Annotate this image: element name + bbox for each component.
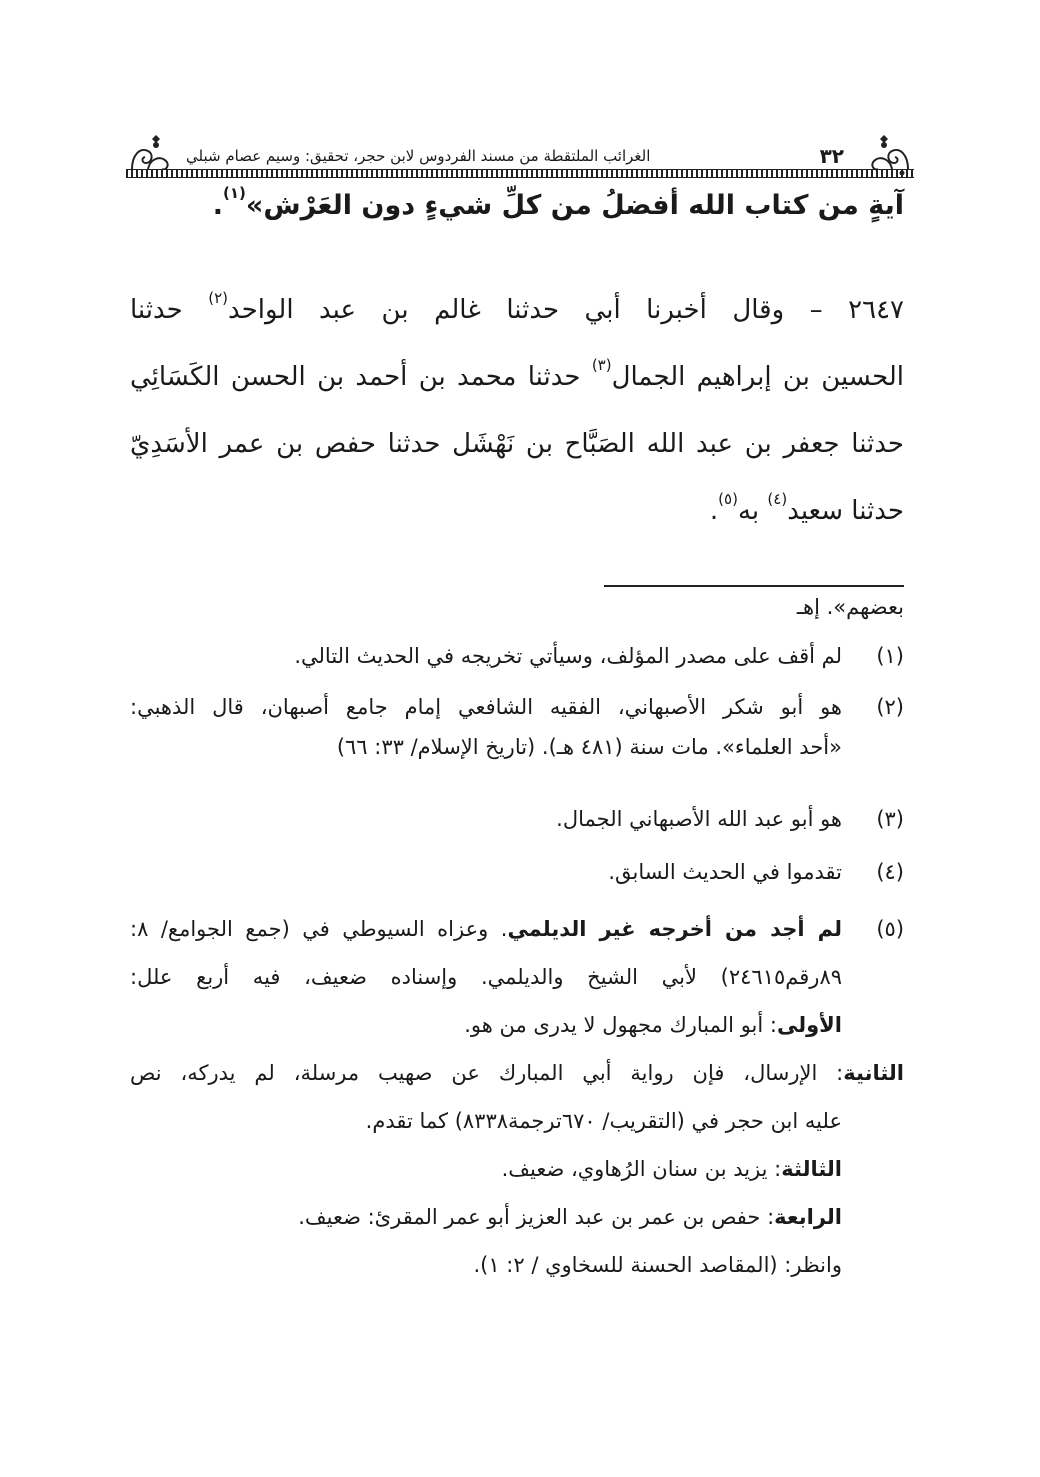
- footnote-5-text-g: : حفص بن عمر بن عبد العزيز أبو عمر المقرئ: ضعيف.: [298, 1205, 775, 1229]
- footnote-5-text-h: وانظر: (المقاصد الحسنة للسخاوي / ٢: ١).: [473, 1253, 842, 1277]
- footnote-2-text-b: «أحد العلماء». مات سنة (٤٨١ هـ). (تاريخ الإسلام/ ٣٣: ٦٦): [336, 735, 842, 759]
- main-line-5-a: حدثنا سعيد: [787, 496, 904, 526]
- footnote-3: [556, 807, 904, 831]
- footnote-5-text-c: : أبو المبارك مجهول لا يدرى من هو.: [464, 1013, 777, 1037]
- footnote-5-line-6: [502, 1157, 904, 1181]
- footnote-ref-4: (٤): [767, 490, 788, 508]
- footnote-ref-5: (٥): [718, 490, 738, 508]
- footnote-carryover-text: بعضهم». إهـ: [796, 595, 904, 619]
- footnote-5-line-7: [298, 1205, 904, 1229]
- right-ornament-icon: [866, 133, 914, 183]
- footnote-1-number: (١): [876, 644, 904, 668]
- footnote-separator: [604, 585, 904, 587]
- footnote-4-text: تقدموا في الحديث السابق.: [608, 860, 842, 884]
- main-line-5-b: به: [737, 496, 768, 526]
- footnote-5-line-2: [130, 965, 904, 989]
- footnote-1-text: لم أقف على مصدر المؤلف، وسيأتي تخريجه في الحديث التالي.: [294, 644, 842, 668]
- footnote-5-line-4: [130, 1061, 904, 1085]
- footnote-3-text: هو أبو عبد الله الأصبهاني الجمال.: [556, 807, 842, 831]
- main-line-3: [130, 356, 904, 392]
- footnote-5-text-a: . وعزاه السيوطي في (جمع الجوامع/ ٨:: [130, 917, 508, 941]
- footnote-5-text-f: : يزيد بن سنان الرُهاوي، ضعيف.: [501, 1157, 782, 1181]
- footnote-5-label-second: الثانية: [843, 1061, 904, 1085]
- footnote-5-text-e: عليه ابن حجر في (التقريب/ ٦٧٠ترجمة٨٣٣٨) كما تقدم.: [365, 1109, 842, 1133]
- main-line-4-text: حدثنا جعفر بن عبد الله الصَبَّاح بن نَهْشَل حدثنا حفص بن عمر الأسَدِيّ: [130, 429, 904, 459]
- main-line-3-a: الحسين بن إبراهيم الجمال: [611, 362, 904, 392]
- footnote-ref-1: (١): [223, 184, 246, 202]
- running-header: [126, 133, 914, 183]
- footnote-2-number: (٢): [876, 695, 904, 719]
- main-line-1-text: آيةٍ من كتاب الله أفضلُ من كلِّ شيءٍ دون العَرْش»: [245, 190, 904, 221]
- hadith-intro: ٢٦٤٧ – وقال أخبرنا أبي حدثنا غالم بن عبد الواحد: [228, 295, 904, 325]
- footnote-4-number: (٤): [876, 860, 904, 884]
- footnote-5-line-3: [464, 1013, 904, 1037]
- footnote-5-text-d: : الإرسال، فإن رواية أبي المبارك عن صهيب مرسلة، لم يدركه، نص: [130, 1061, 844, 1085]
- main-line-1-end: .: [212, 190, 224, 221]
- main-line-3-b: حدثنا محمد بن أحمد بن الحسن الكَسَائِي: [130, 362, 592, 392]
- footnote-ref-3: (٣): [591, 356, 612, 374]
- hadith-intro-end: حدثنا: [130, 295, 209, 325]
- footnote-5-text-b: ٨٩رقم٢٤٦١٥) لأبي الشيخ والديلمي. وإسناده ضعيف، فيه أربع علل:: [130, 965, 842, 989]
- main-line-5-end: .: [709, 496, 719, 526]
- footnote-1: [294, 644, 904, 668]
- page-number: ٣٢: [819, 144, 844, 168]
- footnote-carryover: [797, 595, 904, 619]
- main-line-4: [130, 429, 904, 459]
- footnote-2-line-1: [130, 695, 904, 719]
- header-border: [126, 169, 914, 178]
- footnote-2-line-2: [337, 735, 904, 759]
- footnote-ref-2: (٢): [208, 289, 229, 307]
- header-text-row: [186, 143, 844, 169]
- footnote-4: [608, 860, 904, 884]
- footnote-5-label-third: الثالثة: [781, 1157, 842, 1181]
- footnote-2-text-a: هو أبو شكر الأصبهاني، الفقيه الشافعي إمام جامع أصبهان، قال الذهبي:: [130, 695, 842, 719]
- main-line-2: [130, 289, 904, 325]
- footnote-5-number: (٥): [876, 917, 905, 941]
- main-line-5: [709, 490, 904, 526]
- main-line-1: [212, 184, 904, 221]
- footnote-5-line-1: [130, 917, 904, 941]
- footnote-5-line-8: [473, 1253, 904, 1277]
- footnote-5-label-first: الأولى: [776, 1013, 842, 1037]
- footnote-5-line-5: [366, 1109, 904, 1133]
- footnote-5-text-a-bold: لم أجد من أخرجه غير الديلمي: [507, 917, 843, 941]
- footnote-3-number: (٣): [876, 807, 904, 831]
- running-title: الغرائب الملتقطة من مسند الفردوس لابن حجر، تحقيق: وسيم عصام شبلي: [186, 147, 651, 165]
- footnote-5-label-fourth: الرابعة: [774, 1205, 842, 1229]
